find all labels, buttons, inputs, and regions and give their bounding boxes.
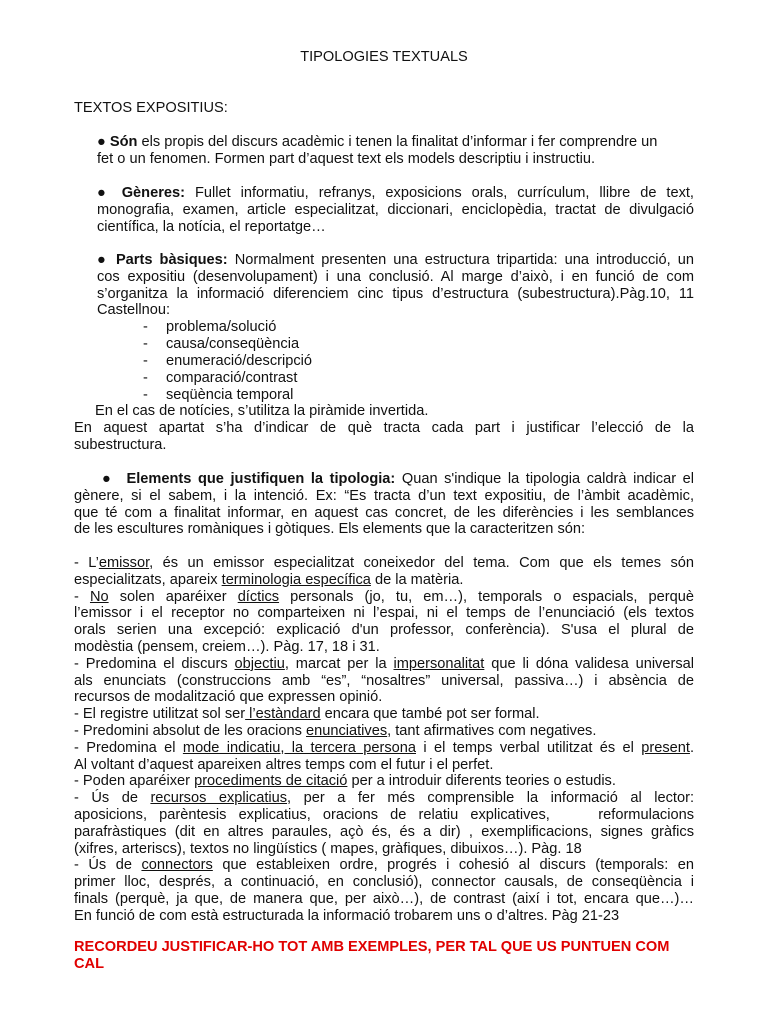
feature-objectiu-line-2: als enunciats (construccions amb “es”, “nosaltres” universal, passiva…) i absència de — [74, 672, 694, 689]
parts-line-2: cos expositiu (desenvolupament) i una conclusió. Al marge d’això, i en funció de com — [97, 268, 694, 285]
son-line-1 — [97, 134, 694, 151]
feature-emissor-line-2: especialitzats, apareix terminologia específica de la matèria. — [74, 571, 464, 588]
feature-connectors-line-3: finals (perquè, ja que, de manera que, per això…), de contrast (així i tot, encara que…)… — [74, 890, 694, 907]
estandard-term: l’estàndard — [245, 706, 321, 723]
page-title: TIPOLOGIES TEXTUALS — [300, 49, 468, 65]
parts-text-1: Normalment presenten una estructura tripartida: una introducció, un — [227, 252, 694, 268]
list-dash: - — [143, 387, 148, 403]
feature-recursos-line-4: (xifres, arteriscs), textos no lingüístics ( mapes, gràfiques, dibuixos…). Pàg. 18 — [74, 840, 582, 857]
present-term: present — [641, 739, 690, 756]
recursos-term: recursos explicatius — [150, 790, 288, 807]
terminologia-term: terminologia específica — [221, 571, 371, 588]
list-dash: - — [143, 336, 148, 352]
generes-text-1: Fullet informatiu, refranys, exposicions orals, currículum, llibre de text, — [184, 185, 694, 201]
mode-term: mode indicatiu, la tercera persona — [182, 739, 417, 756]
apartat-line-1: En aquest apartat s’ha d’indicar de què tracta cada part i justificar l’elecció de la — [74, 420, 694, 436]
bullet-icon: ● — [102, 471, 114, 487]
feature-recursos-line-2: aposicions, parèntesis explicatius, oracions de relatiu explicatives, reformulacions — [74, 806, 694, 823]
feature-citacio-line: - Poden aparéixer procediments de citació per a introduir diferents teories o estudis. — [74, 773, 616, 790]
no-term: No — [89, 588, 109, 605]
feature-dictics-line-2: l’emissor i el receptor no comparteixen ni l’espai, ni el temps de l’enunciació (els textos — [74, 605, 694, 622]
connectors-term: connectors — [141, 857, 213, 874]
elements-line-2: gènere, si el sabem, i la intenció. Ex: “Es tracta d’un text expositiu, de l’àmbit acadèmic, — [74, 487, 694, 504]
bullet-icon: ● — [97, 252, 109, 268]
generes-line-2: monografia, examen, article especialitzat, diccionari, enciclopèdia, tractat de divulgació — [97, 201, 694, 218]
elements-line-4: de les escultures romàniques i gòtiques. Els elements que la caracteritzen són: — [74, 521, 586, 538]
feature-mode-line-2: Al voltant d’aquest apareixen altres temps com el futur i el perfet. — [74, 756, 494, 773]
elements-paragraph — [74, 471, 694, 538]
feature-recursos-line-1: - Ús de recursos explicatius, per a fer més comprensible la informació al lector: — [74, 790, 694, 807]
feature-connectors-line-4: En funció de com està estructurada la informació trobarem uns o d’altres. Pàg 21-23 — [74, 907, 620, 924]
objectiu-term: objectiu — [234, 655, 285, 672]
list-item: comparació/contrast — [166, 370, 298, 386]
feature-mode-line-1: - Predomina el mode indicatiu, la tercera persona i el temps verbal utilitzat és el present. — [74, 739, 695, 756]
feature-dictics-line-3: orals serien una excepció: explicació d'un professor, conferència). S'usa el plural de — [74, 622, 694, 639]
feature-recursos-line-3: parafràstiques (dit en altres paraules, açò és, és a dir) , exemplificacions, signes gràfics — [74, 823, 694, 840]
citacio-term: procediments de citació — [194, 773, 348, 790]
parts-line-1 — [97, 252, 694, 269]
apartat-paragraph — [74, 420, 694, 454]
apartat-line-2: subestructura. — [74, 436, 167, 453]
dictics-term: díctics — [237, 588, 280, 605]
impersonalitat-term: impersonalitat — [393, 655, 485, 672]
list-dash: - — [143, 370, 148, 386]
bullet-icon: ● — [97, 134, 106, 150]
parts-paragraph — [97, 252, 694, 319]
list-item: seqüència temporal — [166, 387, 294, 403]
elements-line-3: que té com a finalitat informar, en aquest cas concret, de les diferències i les semblances — [74, 504, 694, 521]
generes-line-3: científica, la notícia, el reportatge… — [97, 218, 326, 235]
feature-connectors-line-2: primer lloc, després, a continuació, en conclusió), connector causals, de conseqüència i — [74, 874, 694, 891]
list-item: problema/solució — [166, 319, 277, 335]
elements-text-1: Quan s'indique la tipologia caldrà indicar el — [395, 471, 695, 487]
parts-line-4: Castellnou: — [97, 302, 171, 319]
emissor-term: emissor — [98, 555, 150, 571]
section-heading: TEXTOS EXPOSITIUS: — [74, 100, 228, 116]
noticies-line: En el cas de notícies, s’utilitza la piràmide invertida. — [95, 403, 429, 419]
feature-objectiu-line-3: recursos de modalització que expressen opinió. — [74, 689, 383, 706]
elements-line-1 — [74, 471, 694, 488]
generes-paragraph — [97, 185, 694, 235]
enunciatives-term: enunciatives — [306, 722, 388, 739]
feature-objectiu-line-1: - Predomina el discurs objectiu, marcat per la impersonalitat que li dóna validesa universal — [74, 655, 694, 672]
feature-emissor-line-1: - L’emissor, és un emissor especialitzat coneixedor del tema. Com que els temes són — [74, 555, 694, 571]
list-dash: - — [143, 353, 148, 369]
son-text-1: els propis del discurs acadèmic i tenen la finalitat d’informar i fer comprendre un — [137, 134, 658, 150]
generes-line-1 — [97, 185, 694, 202]
son-paragraph — [97, 134, 694, 168]
feature-connectors-line-1: - Ús de connectors que estableixen ordre, progrés i cohesió al discurs (temporals: en — [74, 857, 694, 874]
feature-enunciatives-line: - Predomini absolut de les oracions enunciatives, tant afirmatives com negatives. — [74, 722, 597, 739]
elements-label: Elements que justifiquen la tipologia: — [126, 471, 396, 487]
list-item: causa/conseqüència — [166, 336, 300, 352]
list-item: enumeració/descripció — [166, 353, 313, 369]
son-line-2: fet o un fenomen. Formen part d’aquest text els models descriptiu i instructiu. — [97, 150, 596, 167]
feature-dictics-line-1: - No solen aparéixer díctics personals (jo, tu, em…), temporals o espacials, perquè — [74, 588, 694, 605]
list-dash: - — [143, 319, 148, 335]
feature-registre-line: - El registre utilitzat sol ser l’estàndard encara que també pot ser formal. — [74, 706, 540, 723]
footer-reminder: RECORDEU JUSTIFICAR-HO TOT AMB EXEMPLES, PER TAL QUE US PUNTUEN COM CAL — [74, 939, 670, 972]
feature-dictics-line-4: modèstia (pensem, creiem…). Pàg. 17, 18 i 31. — [74, 638, 380, 655]
generes-label: Gèneres: — [121, 185, 185, 201]
son-label: Són — [109, 134, 138, 150]
parts-line-3: s’organitza la informació diferenciem cinc tipus d’estructura (subestructura).Pàg.10, 11 — [97, 285, 694, 302]
parts-label: Parts bàsiques: — [115, 252, 228, 268]
features-list — [74, 555, 694, 925]
bullet-icon: ● — [97, 185, 112, 201]
